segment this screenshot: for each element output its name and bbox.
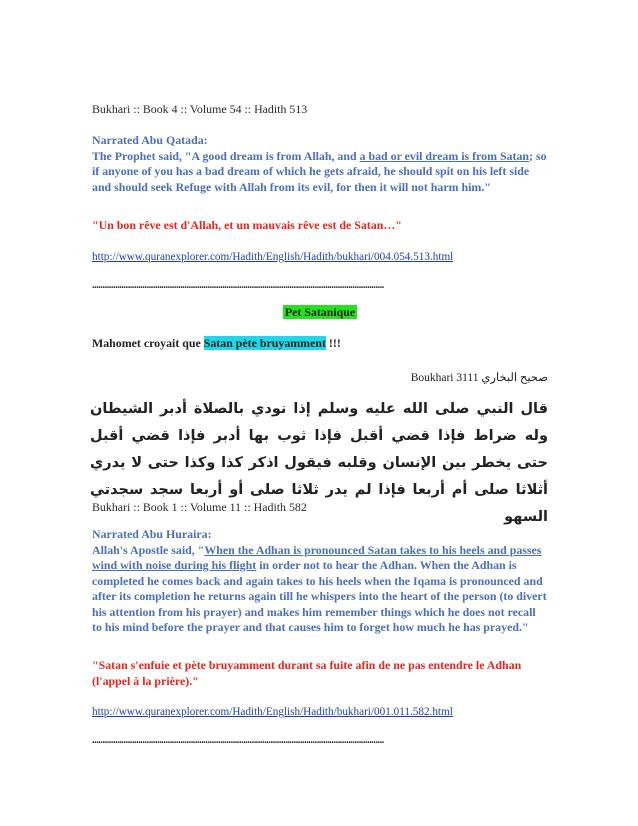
hadith1-reference: Bukhari :: Book 4 :: Volume 54 :: Hadith 513 [92, 102, 308, 116]
hadith2-link-wrap [92, 704, 548, 721]
hadith2-french: "Satan s'enfuie et pète bruyamment durant sa fuite afin de ne pas entendre le Adhan (l'appel à la prière)." [92, 658, 522, 688]
hadith2-body [92, 527, 548, 636]
arabic-reference: Boukhari 3111 صحيح البخاري [410, 372, 548, 384]
section-intro [92, 336, 548, 352]
section-intro-highlight: Satan pète bruyamment [203, 336, 326, 350]
hadith1-url-link[interactable]: http://www.quranexplorer.com/Hadith/English/Hadith/bukhari/004.054.513.html [92, 251, 454, 263]
hadith2-text-underlined: When the Adhan is pronounced Satan takes to his heels and passes wind with noise during his flight [92, 542, 542, 572]
separator-1: ........................................................................................................................................... [92, 280, 384, 291]
hadith2-url-link[interactable]: http://www.quranexplorer.com/Hadith/English/Hadith/bukhari/001.011.582.html [92, 706, 453, 718]
hadith1-french: "Un bon rêve est d'Allah, et un mauvais rêve est de Satan…" [92, 218, 402, 232]
hadith1-body [92, 133, 548, 195]
section-intro-end: !!! [325, 336, 341, 350]
hadith2-reference: Bukhari :: Book 1 :: Volume 11 :: Hadith 582 [92, 500, 307, 514]
separator-2: ........................................................................................................................................... [92, 735, 384, 746]
hadith1-text-underlined: a bad or evil dream is from Satan [359, 148, 530, 163]
hadith1-text-start: The Prophet said, "A good dream is from Allah, and [92, 148, 360, 163]
hadith1-text [92, 149, 548, 196]
hadith2-narrator: Narrated Abu Huraira: [92, 527, 212, 541]
hadith1-narrator: Narrated Abu Qatada: [92, 133, 208, 147]
hadith1-text-end: ; so if anyone of you has a bad dream of which he gets afraid, he should spit on his left side and should seek Refuge with Allah from its evil, for then it will not harm him." [92, 148, 547, 194]
hadith2-text [92, 543, 548, 636]
hadith1-link-wrap [92, 249, 548, 266]
arabic-hadith-text: قال النبي صلى الله عليه وسلم إذا نودي بالصلاة أدبر الشيطان وله ضراط فإذا قضي أقبل فإذا ثوب بها أدبر فإذا قضي أقبل حتى يخطر بين الإنسان وقلبه فيقول اذكر كذا وكذا حتى لا يدري أثلاثا صلى أم أربعا فإذا لم يدر ثلاثا صلى أو أربعا سجد سجدتي السهو [90, 401, 548, 525]
hadith2-text-end: in order not to hear the Adhan. When the Adhan is completed he comes back and again takes to his heels when the Iqama is pronounced and after its completion he returns again till he whispers into the heart of the person (to divert his attention from his prayer) and makes him remember things which he does not recall to his mind before the prayer and that causes him to forget how much he has prayed." [92, 558, 547, 634]
hadith2-text-start: Allah's Apostle said, " [92, 542, 205, 557]
section-title-wrap [92, 305, 548, 321]
section-intro-start: Mahomet croyait que [92, 336, 204, 350]
section-title: Pet Satanique [284, 305, 356, 319]
